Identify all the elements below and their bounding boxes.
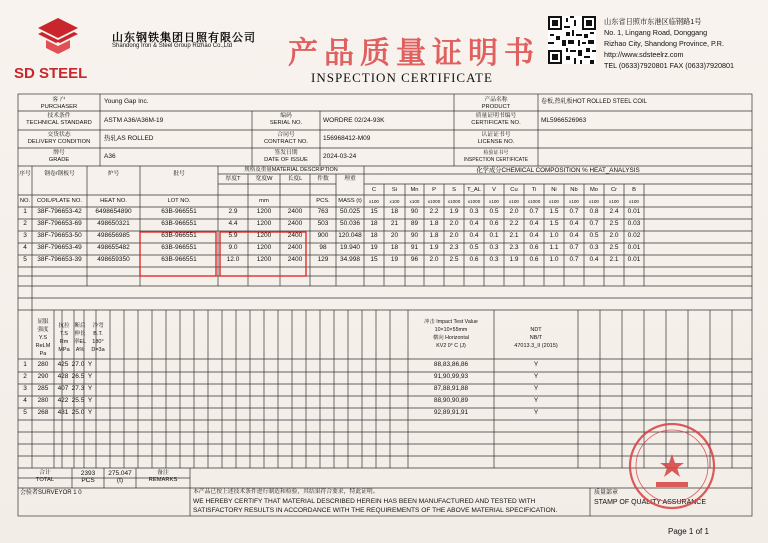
col-mass-cn: 理重 — [344, 176, 356, 182]
certificate-no-value: ML5966526963 — [541, 117, 587, 124]
row-chem-mo: 0.8 — [589, 208, 599, 215]
mech-row-ts: 422 — [57, 397, 69, 404]
row-chem-nb: 0.4 — [569, 232, 579, 239]
row-chem-si: 18 — [390, 208, 399, 215]
mech-row-ys: 268 — [37, 409, 49, 416]
row-chem-c: 19 — [370, 244, 378, 251]
chem-element-cr: Cr — [610, 187, 618, 193]
purchaser-value: Young Gap Inc. — [104, 98, 149, 105]
row-coil: 38F-796653-50 — [37, 232, 82, 239]
mech-row-impact: 87,88,91,88 — [433, 385, 469, 392]
row-chem-b: 0.01 — [627, 256, 641, 263]
row-w: 1200 — [256, 244, 272, 251]
row-no: 1 — [23, 208, 27, 215]
row-coil: 38F-796653-39 — [37, 256, 82, 263]
row-t: 2.9 — [228, 208, 238, 215]
row-no: 3 — [23, 232, 27, 239]
row-lot: 63B-966551 — [161, 208, 197, 215]
row-chem-s: 2.5 — [449, 256, 459, 263]
row-chem-cr: 2.4 — [609, 208, 619, 215]
chem-element-mo: Mo — [589, 187, 599, 193]
mech-row-ndt: Y — [533, 409, 539, 416]
row-w: 1200 — [256, 232, 272, 239]
row-chem-ni: 1.0 — [549, 232, 559, 239]
certification-cn: 本产品已按上述技术条件进行制造和检验，其结果符合要求，特此证明。 — [193, 489, 379, 495]
mech-row-el: 26.5 — [71, 373, 85, 380]
row-chem-ni: 1.1 — [549, 244, 559, 251]
row-chem-mn: 89 — [410, 220, 419, 227]
row-chem-s: 2.0 — [449, 232, 459, 239]
row-w: 1200 — [256, 208, 272, 215]
row-lot: 63B-966551 — [161, 220, 197, 227]
col-thickness: 厚度T — [225, 176, 241, 182]
row-w: 1200 — [256, 220, 272, 227]
mech-row-ys: 285 — [37, 385, 49, 392]
serial-value: WORDRE 02/24-93K — [323, 117, 385, 124]
row-chem-v: 0.3 — [489, 244, 499, 251]
mech-row-ndt: Y — [533, 385, 539, 392]
row-lot: 63B-966551 — [161, 244, 197, 251]
mech-row-el: 27.3 — [71, 385, 85, 392]
row-mass: 50.036 — [340, 220, 360, 227]
row-chem-mo: 0.4 — [589, 256, 599, 263]
row-chem-ni: 1.0 — [549, 256, 559, 263]
row-pcs: 129 — [317, 256, 329, 263]
serial-label: 编码 SERIAL NO. — [269, 113, 303, 126]
chem-element-s: S — [452, 187, 456, 193]
row-chem-c: 15 — [370, 256, 378, 263]
chem-factor: x1000 — [527, 199, 541, 204]
chem-element-t_al: T_AL — [467, 187, 481, 193]
col-mass-en: MASS (t) — [338, 198, 362, 204]
row-chem-ti: 0.4 — [529, 220, 539, 227]
chem-factor: x100 — [489, 199, 499, 204]
row-chem-cr: 2.1 — [609, 256, 619, 263]
row-chem-t_al: 0.4 — [469, 232, 479, 239]
chem-element-ti: Ti — [531, 187, 537, 193]
row-l: 2400 — [287, 208, 303, 215]
total-mass: 275.047 (t) — [108, 470, 132, 484]
mech-row-impact: 92,89,91,91 — [433, 409, 469, 416]
contract-value: 156968412-M09 — [323, 135, 371, 142]
row-t: 9.0 — [228, 244, 238, 251]
row-chem-v: 0.1 — [489, 232, 499, 239]
chem-factor: x100 — [389, 199, 400, 204]
col-lot-cn: 批号 — [173, 171, 185, 177]
chem-factor: x100 — [369, 199, 379, 204]
date-label: 签发日期 DATE OF ISSUE — [264, 150, 308, 163]
row-l: 2400 — [287, 244, 303, 251]
mech-row-ndt: Y — [533, 361, 539, 368]
row-no: 4 — [23, 244, 27, 251]
chem-element-si: Si — [391, 187, 398, 193]
row-chem-p: 1.9 — [429, 244, 439, 251]
row-chem-si: 20 — [390, 232, 399, 239]
license-label: 认证证书号 LICENSE NO. — [477, 132, 515, 145]
row-chem-nb: 0.4 — [569, 220, 579, 227]
row-no: 5 — [23, 256, 27, 263]
row-mass: 50.025 — [340, 208, 360, 215]
total-pcs: 2393 PCS — [80, 470, 96, 484]
chem-factor: x100 — [549, 199, 559, 204]
row-chem-b: 0.02 — [627, 232, 641, 239]
row-chem-p: 1.8 — [429, 232, 439, 239]
delivery-label: 交货状态 DELIVERY CONDITION — [27, 132, 91, 145]
row-chem-c: 18 — [370, 220, 378, 227]
row-chem-c: 18 — [370, 232, 378, 239]
document-title-cn: 产品质量证明书 — [288, 36, 540, 71]
standard-label: 技术条件 TECHNICAL STANDARD — [26, 113, 92, 126]
chem-factor: x100 — [629, 199, 639, 204]
row-chem-mn: 91 — [410, 244, 419, 251]
row-coil: 38F-796653-69 — [37, 220, 82, 227]
row-chem-cu: 2.3 — [509, 244, 519, 251]
row-chem-t_al: 0.3 — [469, 208, 479, 215]
row-coil: 38F-796653-49 — [37, 244, 82, 251]
row-chem-ni: 1.5 — [549, 220, 559, 227]
mech-row-no: 2 — [23, 373, 27, 380]
row-pcs: 503 — [317, 220, 329, 227]
mech-row-no: 3 — [23, 385, 27, 392]
col-bend-test: 冷弯 B.T. 180° D=3a — [91, 323, 105, 353]
mech-row-el: 25.5 — [71, 397, 85, 404]
address-line: 山东省日照市东港区临钢路1号 — [604, 17, 702, 26]
mech-row-ys: 280 — [37, 397, 49, 404]
row-chem-b: 0.03 — [627, 220, 641, 227]
col-chemical-composition: 化学成分CHEMICAL COMPOSITION % HEAT_ANALYSIS — [476, 167, 640, 174]
row-chem-nb: 0.7 — [569, 244, 579, 251]
row-w: 1200 — [256, 256, 272, 263]
mech-row-ts: 431 — [57, 409, 69, 416]
col-yield-strength: 屈服 强度 Y.S ReLM Pa — [35, 319, 51, 357]
stamp-label-cn: 质量部章 — [594, 490, 619, 496]
certificate-no-label: 质量证明书编号 CERTIFICATE NO. — [471, 113, 521, 126]
date-value: 2024-03-24 — [323, 153, 357, 160]
row-lot: 63B-966551 — [161, 256, 197, 263]
chem-factor: x1000 — [427, 199, 441, 204]
chem-factor: x1000 — [447, 199, 461, 204]
row-l: 2400 — [287, 256, 303, 263]
mech-row-impact: 88,90,90,89 — [433, 397, 469, 404]
row-chem-cr: 2.5 — [609, 220, 619, 227]
row-chem-s: 2.0 — [449, 220, 459, 227]
address-line: TEL (0633)7920801 FAX (0633)7920801 — [604, 61, 735, 70]
col-pcs-cn: 件数 — [317, 176, 329, 182]
mech-row-bt: Y — [87, 361, 93, 368]
row-l: 2400 — [287, 220, 303, 227]
col-ndt: NDT NB/T 47013.3_II (2015) — [514, 327, 558, 349]
chem-element-mn: Mn — [410, 187, 419, 193]
contract-label: 合同号 CONTRACT NO. — [263, 132, 308, 145]
col-seq-en: NO. — [19, 198, 31, 204]
row-chem-mo: 0.3 — [589, 244, 599, 251]
row-chem-s: 1.9 — [449, 208, 459, 215]
row-heat: 498655482 — [97, 244, 130, 251]
row-chem-p: 2.0 — [429, 256, 439, 263]
col-mm-unit: mm — [259, 198, 269, 204]
row-chem-mo: 0.7 — [589, 220, 599, 227]
row-chem-ti: 0.6 — [529, 244, 539, 251]
address-line: Rizhao City, Shandong Province, P.R. — [604, 39, 724, 48]
chem-element-cu: Cu — [510, 187, 518, 193]
row-chem-ni: 1.5 — [549, 208, 559, 215]
col-heat-cn: 炉号 — [107, 171, 120, 177]
row-chem-v: 0.6 — [489, 220, 499, 227]
delivery-value: 热轧AS ROLLED — [104, 135, 154, 142]
mech-row-impact: 91,90,99,93 — [433, 373, 469, 380]
chem-factor: x100 — [509, 199, 519, 204]
inspection-cert-label: 检验证书号 INSPECTION CERTIFICATE — [463, 150, 529, 163]
stamp-label-en: STAMP OF QUALITY ASSURANCE — [594, 499, 707, 506]
quality-stamp-icon — [626, 420, 718, 512]
address-line: http://www.sdsteelrz.com — [604, 50, 684, 59]
chem-element-b: B — [632, 187, 636, 193]
mech-row-ts: 407 — [57, 385, 69, 392]
row-chem-v: 0.5 — [489, 208, 499, 215]
row-mass: 120.048 — [338, 232, 362, 239]
surveyor-label: 会验者SURVEYOR 1 0 — [20, 490, 82, 496]
chem-factor: x100 — [589, 199, 599, 204]
row-chem-cu: 2.0 — [509, 208, 519, 215]
row-chem-t_al: 0.4 — [469, 220, 479, 227]
row-t: 12.0 — [226, 256, 240, 263]
row-chem-mn: 96 — [410, 256, 419, 263]
col-coil-cn: 钢卷/钢板号 — [44, 171, 75, 177]
row-chem-cu: 2.2 — [509, 220, 519, 227]
chem-element-ni: Ni — [551, 187, 557, 193]
row-chem-b: 0.01 — [627, 208, 641, 215]
mech-row-el: 25.0 — [71, 409, 85, 416]
row-chem-c: 15 — [370, 208, 378, 215]
row-chem-ti: 0.6 — [529, 256, 539, 263]
row-chem-v: 0.3 — [489, 256, 499, 263]
row-heat: 6498654890 — [95, 208, 132, 215]
row-mass: 19.940 — [340, 244, 360, 251]
row-heat: 498656985 — [97, 232, 130, 239]
address-line: No. 1, Lingang Road, Donggang — [604, 28, 708, 37]
row-coil: 38F-796653-42 — [37, 208, 82, 215]
col-coil-en: COIL/PLATE NO. — [37, 198, 82, 204]
row-chem-mo: 0.5 — [589, 232, 599, 239]
row-chem-nb: 0.7 — [569, 208, 579, 215]
row-no: 2 — [23, 220, 27, 227]
chem-factor: x1000 — [467, 199, 481, 204]
row-chem-si: 18 — [390, 244, 399, 251]
row-pcs: 900 — [317, 232, 329, 239]
chem-factor: x100 — [569, 199, 579, 204]
row-chem-t_al: 0.5 — [469, 244, 479, 251]
row-chem-t_al: 0.6 — [469, 256, 479, 263]
purchaser-label: 客 户 PURCHASER — [40, 97, 78, 110]
certification-en: WE HEREBY CERTIFY THAT MATERIAL DESCRIBED HEREIN HAS BEEN MANUFACTURED AND TESTED WITH SATISFACTORY RESULTS IN ACCORDANCE WITH THE REQUIREMENTS OF THE ABOVE MATERIAL SPECIFICATION. — [193, 498, 558, 514]
row-chem-p: 1.8 — [429, 220, 439, 227]
mech-row-impact: 88,83,86,86 — [433, 361, 469, 368]
row-chem-cr: 2.0 — [609, 232, 619, 239]
document-title-en: INSPECTION CERTIFICATE — [311, 70, 493, 85]
row-chem-nb: 0.7 — [569, 256, 579, 263]
row-pcs: 98 — [319, 244, 327, 251]
row-chem-ti: 0.4 — [529, 232, 539, 239]
chem-element-c: C — [371, 187, 377, 193]
page-number: Page 1 of 1 — [668, 527, 709, 536]
col-heat-en: HEAT NO. — [100, 198, 127, 204]
chem-element-nb: Nb — [570, 187, 578, 193]
mech-row-ys: 280 — [37, 361, 49, 368]
col-material-description: 规格及重量MATERIAL DESCRIPTION — [244, 167, 338, 173]
row-t: 5.9 — [228, 232, 238, 239]
col-elongation: 断后 伸长 率EL A% — [73, 323, 87, 353]
row-chem-si: 19 — [390, 256, 399, 263]
chem-element-p: P — [432, 187, 436, 193]
mech-row-ndt: Y — [533, 373, 539, 380]
col-width: 宽度W — [255, 176, 273, 182]
total-label: 合计 TOTAL — [35, 470, 55, 483]
row-chem-b: 0.01 — [627, 244, 641, 251]
mech-row-ts: 428 — [57, 373, 69, 380]
remarks-label: 备注 REMARKS — [148, 470, 178, 483]
row-chem-cu: 1.9 — [509, 256, 519, 263]
mech-row-bt: Y — [87, 373, 93, 380]
mech-row-bt: Y — [87, 385, 93, 392]
mech-row-no: 1 — [23, 361, 27, 368]
grade-value: A36 — [104, 153, 116, 160]
col-lot-en: LOT NO. — [167, 198, 191, 204]
standard-value: ASTM A36/A36M-19 — [104, 117, 164, 124]
row-chem-p: 2.2 — [429, 208, 439, 215]
mech-row-ys: 290 — [37, 373, 49, 380]
mech-row-el: 27.0 — [71, 361, 85, 368]
row-chem-si: 21 — [390, 220, 399, 227]
row-t: 4.4 — [228, 220, 238, 227]
row-heat: 498659350 — [97, 256, 130, 263]
col-impact-test: 冲击 Impact Test Value 10×10×55mm 横向 Horizontal KV2 0° C (J) — [424, 319, 478, 349]
col-pcs-en: PCS. — [316, 198, 330, 204]
row-chem-cr: 2.5 — [609, 244, 619, 251]
row-lot: 63B-966551 — [161, 232, 197, 239]
row-l: 2400 — [287, 232, 303, 239]
col-seq-cn: 序号 — [19, 171, 31, 177]
col-tensile-strength: 抗拉 T.S Rm MPa — [58, 323, 70, 353]
chem-factor: x100 — [609, 199, 619, 204]
mech-row-no: 4 — [23, 397, 27, 404]
chem-element-v: V — [492, 187, 496, 193]
row-pcs: 763 — [317, 208, 329, 215]
row-heat: 498650321 — [97, 220, 130, 227]
mech-row-ndt: Y — [533, 397, 539, 404]
grade-label: 牌号 GRADE — [48, 150, 70, 163]
col-length: 长度L — [287, 176, 303, 182]
row-chem-s: 2.3 — [449, 244, 459, 251]
mech-row-bt: Y — [87, 409, 93, 416]
mech-row-no: 5 — [23, 409, 27, 416]
row-mass: 34.998 — [340, 256, 360, 263]
row-chem-ti: 0.7 — [529, 208, 539, 215]
company-name-en: Shandong Iron & Steel Group Rizhao Co.,Ltd — [112, 43, 233, 49]
row-chem-mn: 90 — [410, 208, 419, 215]
chem-factor: x100 — [409, 199, 420, 204]
product-label: 产品名称 PRODUCT — [481, 97, 511, 110]
product-value: 卷板,热轧板HOT ROLLED STEEL COIL — [541, 99, 648, 105]
company-name-cn: 山东钢铁集团日照有限公司 — [112, 31, 256, 44]
mech-row-ts: 425 — [57, 361, 69, 368]
logo-text: SD STEEL — [14, 65, 88, 82]
row-chem-cu: 2.1 — [509, 232, 519, 239]
row-chem-mn: 90 — [410, 232, 419, 239]
mech-row-bt: Y — [87, 397, 93, 404]
